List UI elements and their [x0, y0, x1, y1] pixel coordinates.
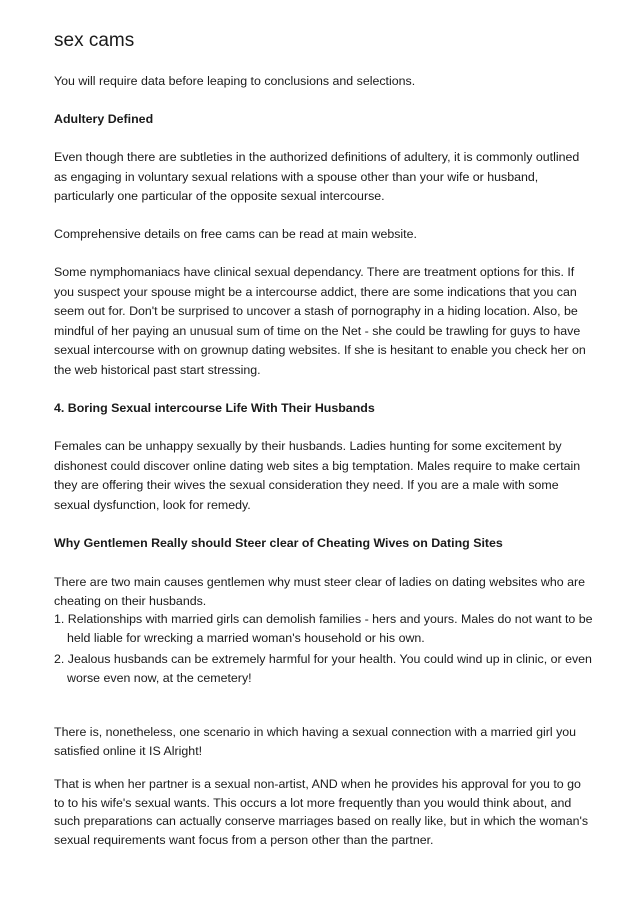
- document-title: sex cams: [54, 30, 135, 51]
- paragraph-two-causes: There are two main causes gentlemen why must steer clear of ladies on dating websites who are cheating on their husbands.: [54, 575, 586, 608]
- paragraph-free-cams-details: Comprehensive details on free cams can be read at main website.: [54, 227, 417, 241]
- intro-paragraph: You will require data before leaping to conclusions and selections.: [54, 74, 416, 88]
- heading-adultery-defined: Adultery Defined: [54, 112, 154, 126]
- paragraph-adultery-definition: Even though there are subtleties in the authorized definitions of adultery, it is commonly outlined as engaging in voluntary sexual relations with a spouse other than your wife or husband, particularly one particular of the opposite sexual intercourse.: [54, 150, 580, 203]
- list-item: 1. Relationships with married girls can demolish families - hers and yours. Males do not want to be held liable for wrecking a married woman's household or his own.: [54, 612, 593, 645]
- list-item: 2. Jealous husbands can be extremely harmful for your health. You could wind up in clinic, or even worse even now, at the cemetery!: [54, 652, 592, 685]
- paragraph-unhappy-females: Females can be unhappy sexually by their husbands. Ladies hunting for some excitement by dishonest could discover online dating web sites a big temptation. Males require to make certain they are offering their wives the sexual consideration they need. If you are a male with some sexual dysfunction, look for remedy.: [54, 439, 581, 512]
- paragraph-non-artist-partner: That is when her partner is a sexual non-artist, AND when he provides his approval for you to go to to his wife's sexual wants. This occurs a lot more frequently than you would think about, and such preparations can actually conserve marriages based on really like, but in which the woman's sexual requirements want focus from a person other than the partner.: [54, 777, 589, 847]
- heading-why-gentlemen: Why Gentlemen Really should Steer clear of Cheating Wives on Dating Sites: [54, 536, 503, 550]
- paragraph-nymphomaniacs: Some nymphomaniacs have clinical sexual dependancy. There are treatment options for this. If you suspect your spouse might be a intercourse addict, there are some indications that you can seem out for. Don't be surprised to uncover a stash of pornography in a hiding location. Also, be mindful of her paying an unusual sum of time on the Net - she could be trawling for guys to have sexual intercourse with on grownup dating websites. If she is hesitant to enable you check her on the web historical past start stressing.: [54, 265, 586, 377]
- paragraph-one-scenario: There is, nonetheless, one scenario in which having a sexual connection with a married girl you satisfied online it IS Alright!: [54, 725, 577, 758]
- heading-boring-sexual-life: 4. Boring Sexual intercourse Life With Their Husbands: [54, 401, 375, 415]
